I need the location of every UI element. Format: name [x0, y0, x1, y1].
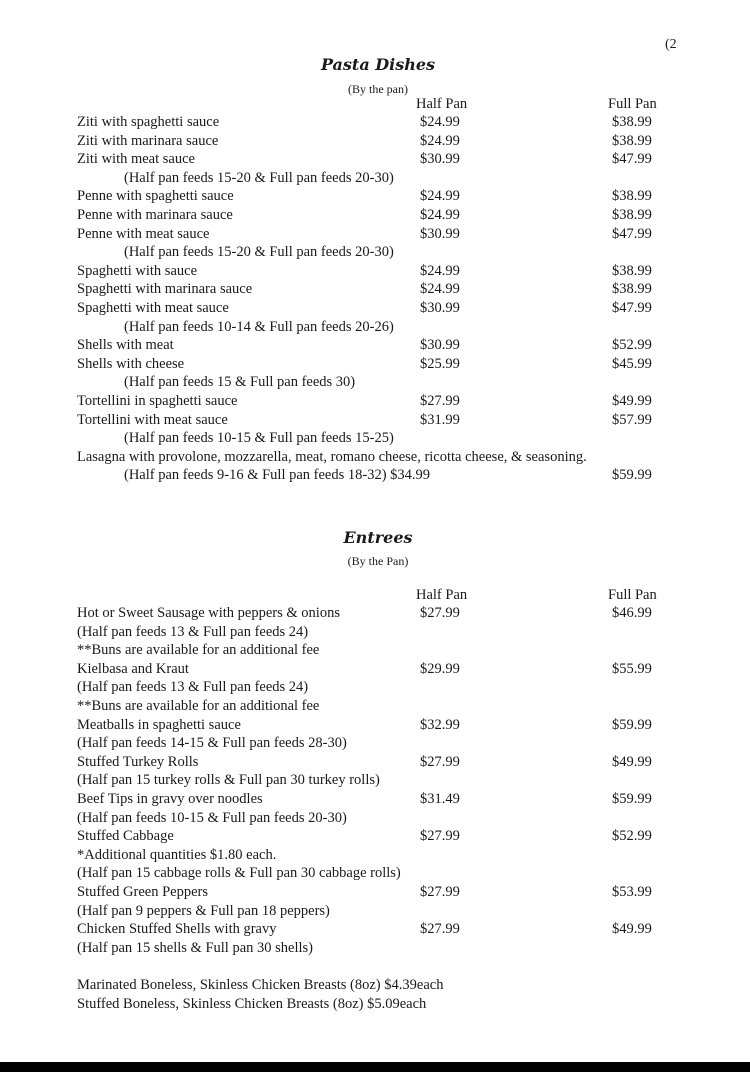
entree-full-pan-price: $49.99 — [612, 921, 652, 938]
pasta-item-name: Penne with spaghetti sauce — [77, 188, 234, 205]
pasta-row — [0, 132, 750, 151]
pasta-half-pan-price: $24.99 — [420, 262, 460, 279]
pasta-row — [0, 318, 750, 337]
pasta-item-description: Lasagna with provolone, mozzarella, meat, romano cheese, ricotta cheese, & seasoning. — [77, 448, 587, 465]
pasta-row — [0, 355, 750, 374]
entree-item-name: **Buns are available for an additional fee — [77, 698, 320, 714]
entree-row — [0, 660, 750, 679]
pasta-half-pan-price: $24.99 — [420, 207, 460, 223]
entree-item-name: (Half pan 9 peppers & Full pan 18 peppers) — [77, 902, 330, 919]
entree-row — [0, 827, 750, 846]
entree-item-name: Chicken Stuffed Shells with gravy — [77, 921, 277, 938]
pasta-serving-note: (Half pan feeds 15-20 & Full pan feeds 20-30) — [124, 169, 394, 186]
entree-row — [0, 753, 750, 772]
entree-item-name: Beef Tips in gravy over noodles — [77, 791, 263, 807]
pasta-half-pan-header: Half Pan — [416, 96, 468, 112]
pasta-full-pan-price: $57.99 — [612, 411, 652, 428]
entree-item-name: (Half pan 15 cabbage rolls & Full pan 30 cabbage rolls) — [77, 865, 401, 882]
pasta-row — [0, 113, 750, 132]
entree-half-pan-price: $27.99 — [420, 884, 460, 900]
entree-half-pan-price: $27.99 — [420, 828, 460, 845]
bottom-bar — [0, 1062, 750, 1072]
entree-item-name: (Half pan feeds 14-15 & Full pan feeds 28-30) — [77, 735, 347, 752]
entree-item-name: (Half pan feeds 13 & Full pan feeds 24) — [77, 623, 309, 640]
pasta-row — [0, 373, 750, 392]
entree-row — [0, 939, 750, 958]
pasta-row — [0, 243, 750, 262]
pasta-full-pan-price: $38.99 — [612, 281, 652, 298]
pasta-subtitle: (By the pan) — [348, 82, 408, 96]
pasta-row — [0, 225, 750, 244]
pasta-half-pan-price: $24.99 — [420, 132, 460, 149]
pasta-row — [0, 169, 750, 188]
entrees-full-pan-header: Full Pan — [608, 587, 657, 603]
entree-row — [0, 883, 750, 902]
entree-half-pan-price: $27.99 — [420, 753, 460, 770]
entree-item-name: **Buns are available for an additional fee — [77, 642, 320, 659]
entree-item-name: Hot or Sweet Sausage with peppers & onions — [77, 605, 340, 621]
entree-row — [0, 623, 750, 642]
pasta-serving-note: (Half pan feeds 9-16 & Full pan feeds 18-32) $34.99 — [124, 467, 431, 484]
entree-row — [0, 902, 750, 921]
pasta-half-pan-price: $24.99 — [420, 188, 460, 205]
entree-row — [0, 697, 750, 716]
pasta-item-name: Spaghetti with meat sauce — [77, 300, 229, 316]
pasta-row — [0, 280, 750, 299]
entrees-title: Entrees — [343, 528, 413, 547]
pasta-row — [0, 466, 750, 485]
pasta-serving-note: (Half pan feeds 15-20 & Full pan feeds 20-30) — [124, 244, 394, 261]
entree-full-pan-price: $49.99 — [612, 753, 652, 770]
pasta-row — [0, 448, 750, 467]
pasta-full-pan-price: $49.99 — [612, 393, 652, 409]
pasta-full-pan-price: $45.99 — [612, 355, 652, 372]
entree-row — [0, 771, 750, 790]
entree-row — [0, 790, 750, 809]
chicken-extra-text: Marinated Boneless, Skinless Chicken Breasts (8oz) $4.39each — [77, 977, 444, 993]
entree-half-pan-price: $29.99 — [420, 660, 460, 677]
entree-item-name: Stuffed Turkey Rolls — [77, 753, 199, 770]
entree-item-name: (Half pan 15 shells & Full pan 30 shells) — [77, 939, 314, 956]
entree-item-name: Kielbasa and Kraut — [77, 660, 189, 677]
pasta-serving-note: (Half pan feeds 10-15 & Full pan feeds 15-25) — [124, 430, 394, 447]
pasta-item-name: Shells with cheese — [77, 355, 185, 372]
entrees-half-pan-header: Half Pan — [416, 587, 468, 603]
entree-full-pan-price: $53.99 — [612, 884, 652, 900]
pasta-full-pan-price: $47.99 — [612, 151, 652, 168]
pasta-row — [0, 150, 750, 169]
pasta-half-pan-price: $30.99 — [420, 151, 460, 168]
entree-item-name: (Half pan feeds 10-15 & Full pan feeds 20-30) — [77, 809, 347, 826]
pasta-item-name: Tortellini with meat sauce — [77, 411, 228, 428]
entree-half-pan-price: $27.99 — [420, 605, 460, 621]
pasta-row — [0, 411, 750, 430]
pasta-half-pan-price: $30.99 — [420, 300, 460, 316]
chicken-extra-text: Stuffed Boneless, Skinless Chicken Breasts (8oz) $5.09each — [77, 996, 427, 1012]
pasta-row — [0, 262, 750, 281]
entrees-subtitle: (By the Pan) — [347, 554, 409, 568]
entree-half-pan-price: $27.99 — [420, 921, 460, 938]
entree-full-pan-price: $46.99 — [612, 605, 652, 621]
entree-item-name: Stuffed Green Peppers — [77, 884, 209, 900]
entrees-column-headers — [0, 586, 750, 605]
entree-row — [0, 604, 750, 623]
pasta-row — [0, 336, 750, 355]
entree-full-pan-price: $59.99 — [612, 716, 652, 733]
page-number: (2 — [665, 37, 677, 52]
entree-row — [0, 641, 750, 660]
pasta-item-name: Penne with marinara sauce — [77, 207, 233, 223]
entree-row — [0, 920, 750, 939]
pasta-half-pan-price: $25.99 — [420, 355, 460, 372]
chicken-extra-line — [0, 976, 750, 995]
pasta-full-pan-price: $38.99 — [612, 207, 652, 223]
pasta-full-pan-price: $59.99 — [612, 467, 652, 484]
entree-row — [0, 846, 750, 865]
pasta-full-pan-price: $47.99 — [612, 225, 652, 242]
entree-row — [0, 678, 750, 697]
pasta-row — [0, 429, 750, 448]
entree-full-pan-price: $52.99 — [612, 828, 652, 845]
chicken-extra-line — [0, 995, 750, 1014]
pasta-full-pan-price: $52.99 — [612, 337, 652, 354]
pasta-half-pan-price: $30.99 — [420, 337, 460, 354]
pasta-item-name: Tortellini in spaghetti sauce — [77, 393, 238, 409]
pasta-half-pan-price: $31.99 — [420, 411, 460, 428]
pasta-column-headers — [0, 95, 750, 114]
pasta-half-pan-price: $30.99 — [420, 225, 460, 242]
pasta-row — [0, 392, 750, 411]
pasta-full-pan-price: $47.99 — [612, 300, 652, 316]
pasta-half-pan-price: $27.99 — [420, 393, 460, 409]
entree-item-name: Meatballs in spaghetti sauce — [77, 716, 241, 733]
entree-row — [0, 809, 750, 828]
entree-item-name: (Half pan feeds 13 & Full pan feeds 24) — [77, 679, 309, 696]
pasta-full-pan-header: Full Pan — [608, 96, 657, 112]
pasta-full-pan-price: $38.99 — [612, 132, 652, 149]
pasta-item-name: Ziti with meat sauce — [77, 151, 195, 168]
entree-item-name: (Half pan 15 turkey rolls & Full pan 30 turkey rolls) — [77, 772, 380, 789]
pasta-full-pan-price: $38.99 — [612, 188, 652, 205]
entree-full-pan-price: $59.99 — [612, 791, 652, 807]
pasta-row — [0, 299, 750, 318]
pasta-title: Pasta Dishes — [320, 55, 436, 74]
entree-half-pan-price: $31.49 — [420, 791, 460, 807]
pasta-item-name: Ziti with spaghetti sauce — [77, 114, 220, 130]
pasta-full-pan-price: $38.99 — [612, 114, 652, 130]
entree-row — [0, 734, 750, 753]
pasta-item-name: Ziti with marinara sauce — [77, 132, 219, 149]
pasta-half-pan-price: $24.99 — [420, 281, 460, 298]
pasta-full-pan-price: $38.99 — [612, 262, 652, 279]
entree-full-pan-price: $55.99 — [612, 660, 652, 677]
entree-item-name: Stuffed Cabbage — [77, 828, 174, 845]
pasta-row — [0, 206, 750, 225]
entree-row — [0, 716, 750, 735]
pasta-item-name: Penne with meat sauce — [77, 225, 210, 242]
entree-half-pan-price: $32.99 — [420, 716, 460, 733]
pasta-serving-note: (Half pan feeds 15 & Full pan feeds 30) — [124, 374, 356, 391]
pasta-serving-note: (Half pan feeds 10-14 & Full pan feeds 20-26) — [124, 318, 394, 335]
pasta-item-name: Spaghetti with sauce — [77, 262, 198, 279]
pasta-half-pan-price: $24.99 — [420, 114, 460, 130]
entree-item-name: *Additional quantities $1.80 each. — [77, 846, 277, 863]
pasta-item-name: Spaghetti with marinara sauce — [77, 281, 253, 298]
entree-row — [0, 864, 750, 883]
pasta-item-name: Shells with meat — [77, 337, 174, 354]
pasta-row — [0, 187, 750, 206]
